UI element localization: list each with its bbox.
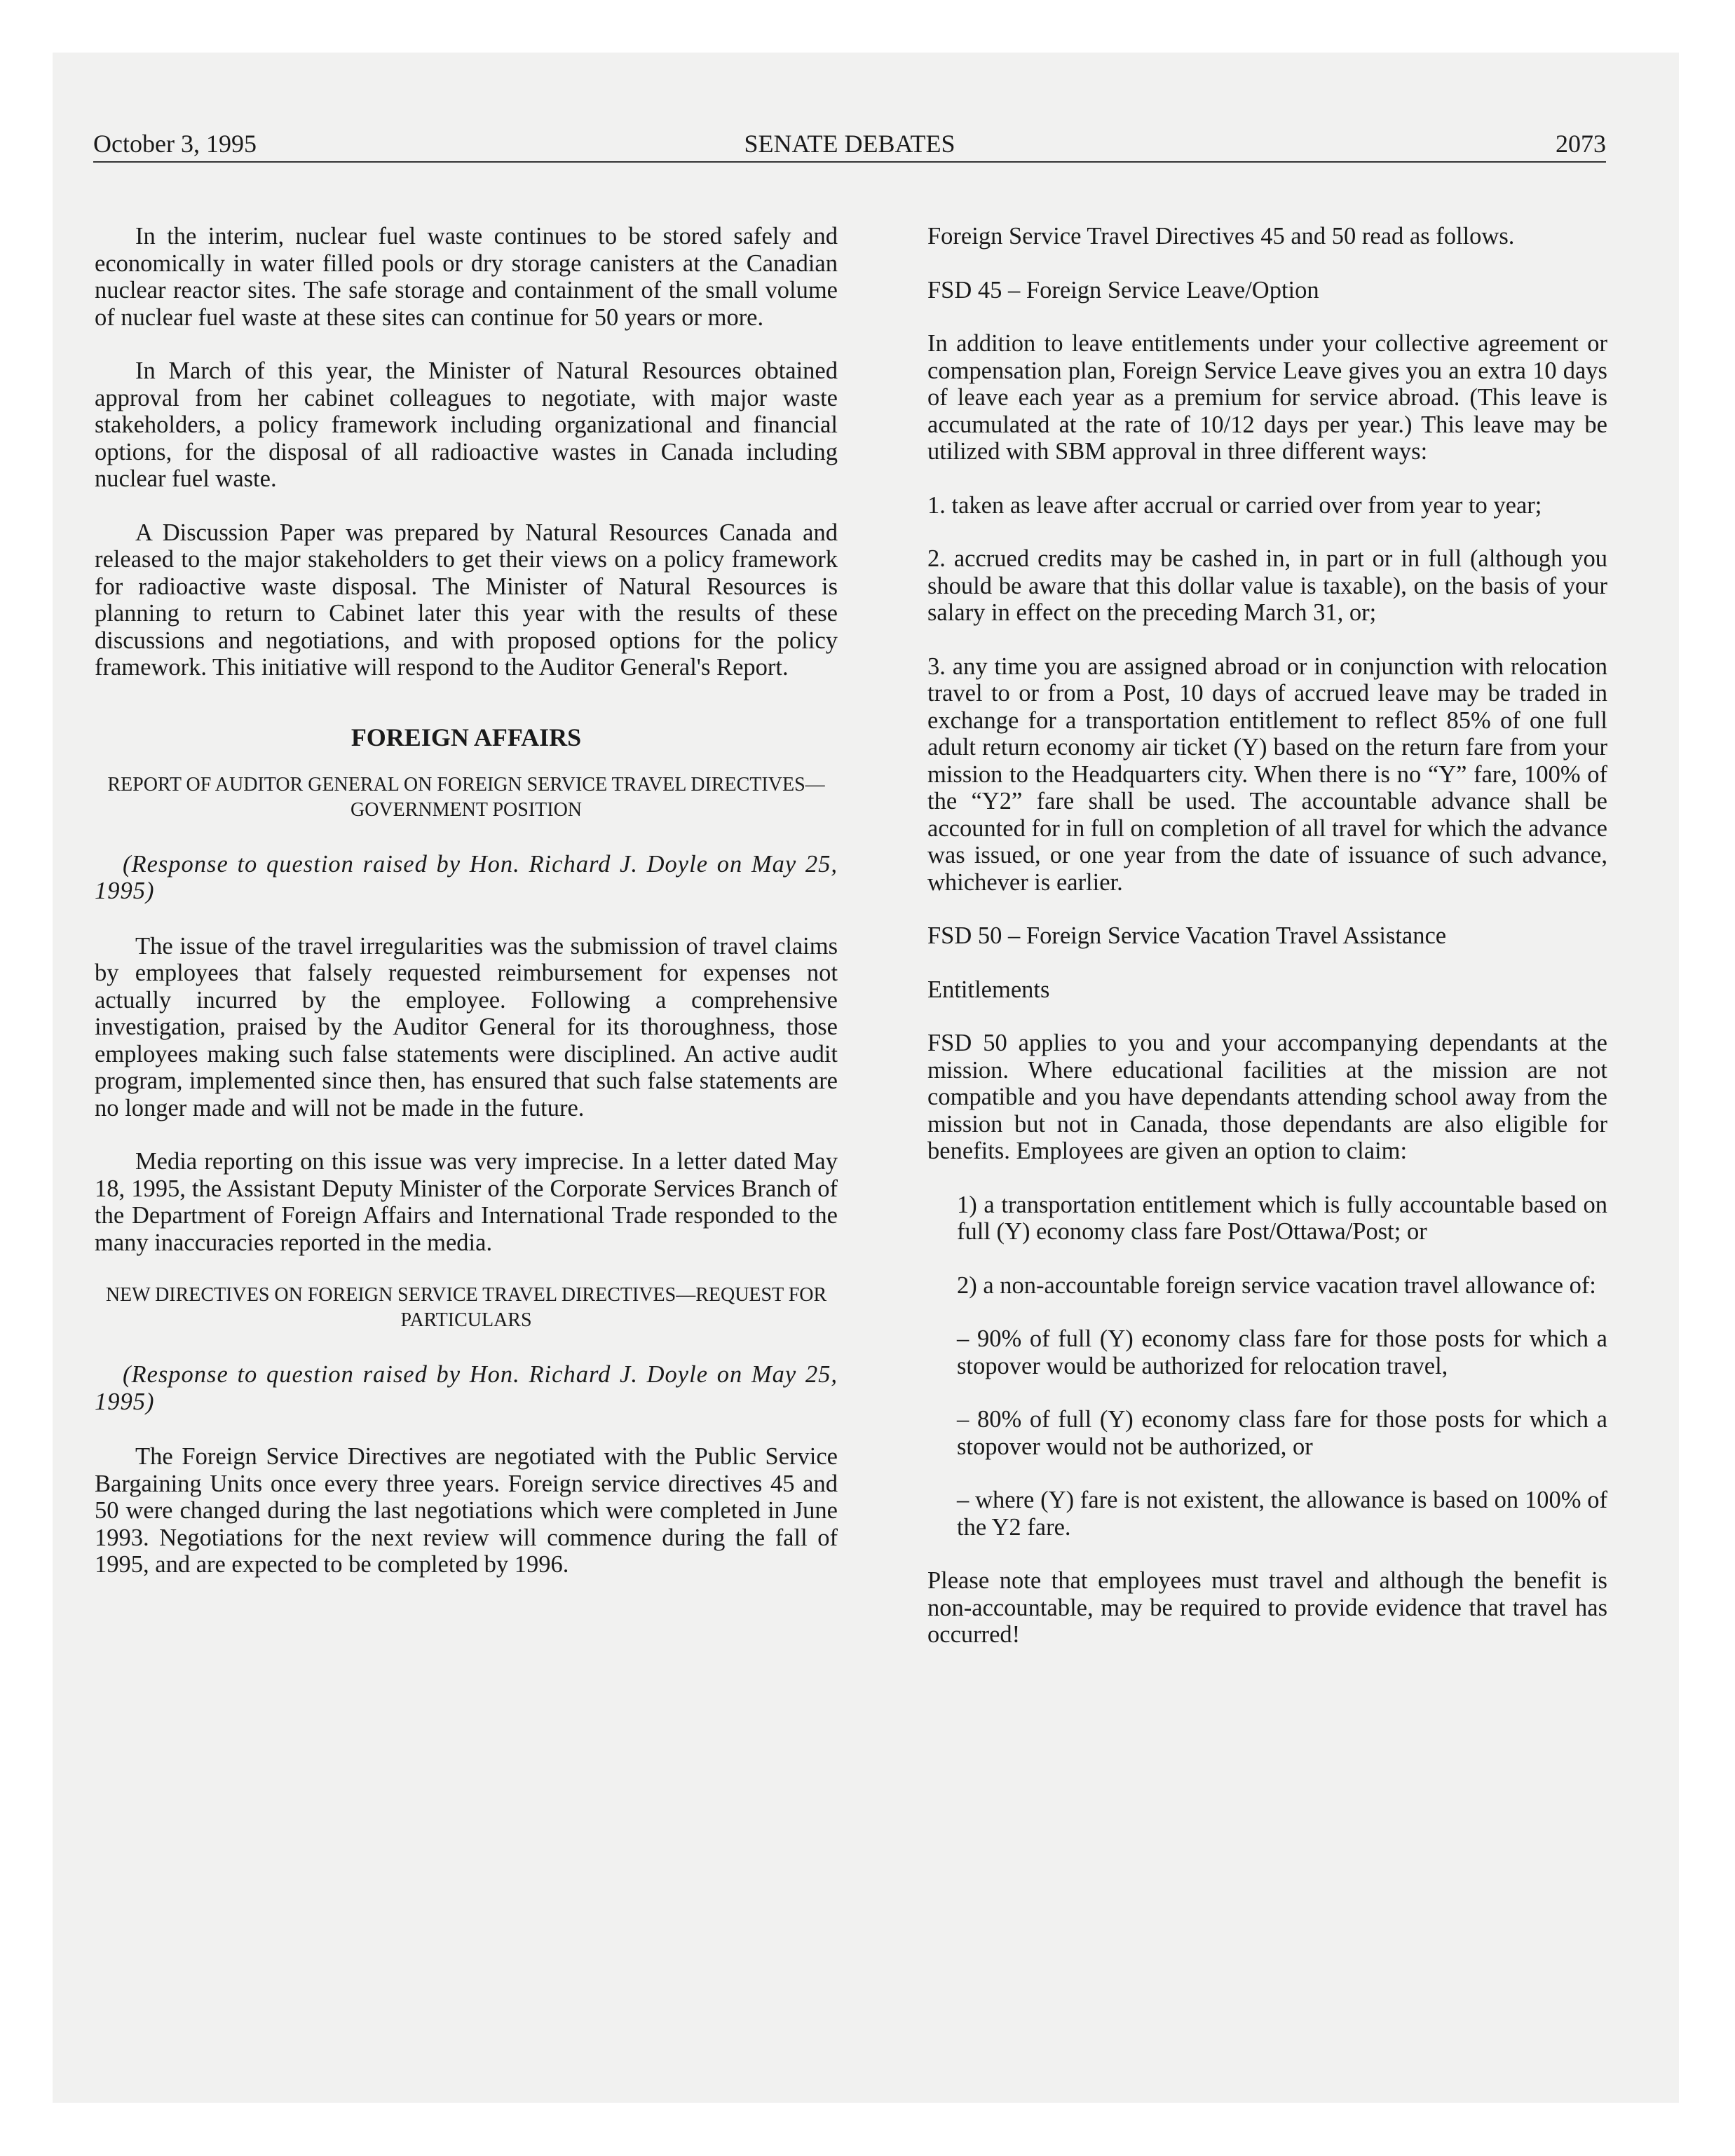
section-heading: FOREIGN AFFAIRS <box>351 723 582 751</box>
list-item: 2) a non-accountable foreign service vacation travel allowance of: <box>957 1271 1596 1299</box>
list-item: 3. any time you are assigned abroad or in conjunction with relocation travel to or from a Post, 10 days of accrued leave may be traded in exchange for a transportation entitlement to reflect 85% of one full adult return economy air ticket (Y) based on the return fare from your mission to the Headquarters city. When there is no “Y” fare, 100% of the “Y2” fare shall be used. The accountable advance shall be accounted for in full on completion of all travel for which the advance was issued, or one year from the date of issuance of such advance, whichever is earlier. <box>927 653 1607 896</box>
left-column <box>95 223 838 1605</box>
page-number: 2073 <box>1556 130 1606 158</box>
paragraph: In the interim, nuclear fuel waste continues to be stored safely and economically in water filled pools or dry storage canisters at the Canadian nuclear reactor sites. The safe storage and containment of the small volume of nuclear fuel waste at these sites can continue for 50 years or more. <box>95 223 838 331</box>
paragraph: A Discussion Paper was prepared by Natural Resources Canada and released to the major stakeholders to get their views on a policy framework for radioactive waste disposal. The Minister of Natural Resources is planning to return to Cabinet later this year with the results of these discussions and negotiations, and with proposed options for the policy framework. This initiative will respond to the Auditor General's Report. <box>95 519 838 681</box>
paragraph: The Foreign Service Directives are negotiated with the Public Service Bargaining Units once every three years. Foreign service directives 45 and 50 were changed during the last negotiations which were completed in June 1993. Negotiations for the next review will commence during the fall of 1995, and are expected to be completed by 1996. <box>95 1443 838 1578</box>
paragraph: In March of this year, the Minister of Natural Resources obtained approval from her cabinet colleagues to negotiate, with major waste stakeholders, a policy framework including organizational and financial options, for the disposal of all radioactive wastes in Canada including nuclear fuel waste. <box>95 357 838 492</box>
response-attribution: (Response to question raised by Hon. Richard J. Doyle on May 25, 1995) <box>95 1361 838 1415</box>
right-column <box>927 223 1607 1675</box>
paragraph: Foreign Service Travel Directives 45 and 50 read as follows. <box>927 223 1515 250</box>
directive-title: FSD 50 – Foreign Service Vacation Travel Assistance <box>927 922 1447 949</box>
list-item: 2. accrued credits may be cashed in, in part or in full (although you should be aware that this dollar value is taxable), on the basis of your salary in effect on the preceding March 31, or; <box>927 545 1607 626</box>
header-title: SENATE DEBATES <box>744 130 955 158</box>
paragraph: FSD 50 applies to you and your accompanying dependants at the mission. Where educational facilities at the mission are not compatible and you have dependants attending school away from the mission but not in Canada, those dependants are also eligible for benefits. Employees are given an option to claim: <box>927 1030 1607 1164</box>
list-item: 1. taken as leave after accrual or carried over from year to year; <box>927 491 1542 519</box>
paragraph: In addition to leave entitlements under your collective agreement or compensation plan, Foreign Service Leave gives you an extra 10 days of leave each year as a premium for service abroad. (This leave is accumulated at the rate of 10/12 days per year.) This leave may be utilized with SBM approval in three different ways: <box>927 330 1607 465</box>
header-date: October 3, 1995 <box>93 130 257 158</box>
directive-title: FSD 45 – Foreign Service Leave/Option <box>927 276 1319 303</box>
list-item: 1) a transportation entitlement which is fully accountable based on full (Y) economy class fare Post/Ottawa/Post; or <box>957 1191 1607 1245</box>
paragraph: Media reporting on this issue was very imprecise. In a letter dated May 18, 1995, the Assistant Deputy Minister of the Corporate Services Branch of the Department of Foreign Affairs and International Trade responded to the many inaccuracies reported in the media. <box>95 1148 838 1256</box>
response-attribution: (Response to question raised by Hon. Richard J. Doyle on May 25, 1995) <box>95 850 838 904</box>
rubric-heading: NEW DIRECTIVES ON FOREIGN SERVICE TRAVEL DIRECTIVES—REQUEST FOR PARTICULARS <box>105 1284 827 1331</box>
paragraph: The issue of the travel irregularities was the submission of travel claims by employees that falsely requested reimbursement for expenses not actually incurred by the employee. Following a comprehensive investigation, praised by the Auditor General for its thoroughness, those employees making such false statements were disciplined. An active audit program, implemented since then, has ensured that such false statements are no longer made and will not be made in the future. <box>95 932 838 1121</box>
list-item: – 90% of full (Y) economy class fare for those posts for which a stopover would be authorized for relocation travel, <box>957 1325 1607 1379</box>
list-item: – where (Y) fare is not existent, the allowance is based on 100% of the Y2 fare. <box>957 1487 1607 1541</box>
subheading: Entitlements <box>927 976 1050 1003</box>
page-header <box>93 126 1606 163</box>
rubric-heading: REPORT OF AUDITOR GENERAL ON FOREIGN SERVICE TRAVEL DIRECTIVES—GOVERNMENT POSITION <box>107 773 825 821</box>
paragraph: Please note that employees must travel and although the benefit is non-accountable, may be required to provide evidence that travel has occurred! <box>927 1567 1607 1648</box>
list-item: – 80% of full (Y) economy class fare for those posts for which a stopover would not be authorized, or <box>957 1406 1607 1460</box>
